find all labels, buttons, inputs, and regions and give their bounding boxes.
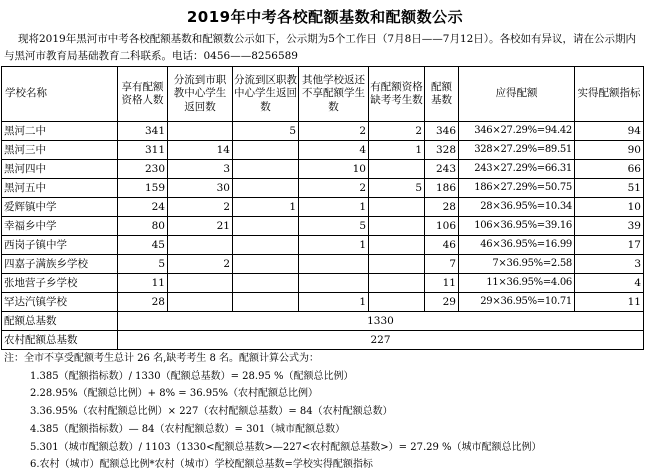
cell-eligible-count: 80 <box>118 217 168 236</box>
total-quota-base-row-value: 1330 <box>118 312 644 331</box>
cell-city-return: 21 <box>168 217 233 236</box>
note-line: 4.385（配额指标数）— 84（农村配额总数）= 301（城市配额总数） <box>30 423 346 435</box>
table-row <box>2 198 644 217</box>
note-line: 6.农村（城市）配额总比例*农村（城市）学校配额总基数=学校实得配额指标 <box>30 459 373 471</box>
cell-eligible-count: 28 <box>118 293 168 312</box>
cell-expected-quota: 346×27.29%=94.42 <box>459 122 575 141</box>
cell-expected-quota: 7×36.95%=2.58 <box>459 255 575 274</box>
table-row <box>2 122 644 141</box>
cell-school-name: 四嘉子满族乡学校 <box>2 255 118 274</box>
table-row <box>2 179 644 198</box>
cell-school-name: 幸福乡中学 <box>2 217 118 236</box>
cell-quota-base: 106 <box>425 217 459 236</box>
notes-heading: 注：全市不享受配额考生总计 26 名,缺考考生 8 名。配额计算公式为： <box>4 353 319 364</box>
cell-city-return <box>168 274 233 293</box>
cell-other-return <box>299 255 369 274</box>
cell-actual-quota: 17 <box>575 236 644 255</box>
cell-absent-count <box>369 198 425 217</box>
cell-absent-count <box>369 255 425 274</box>
cell-district-return <box>233 255 299 274</box>
cell-expected-quota: 328×27.29%=89.51 <box>459 141 575 160</box>
cell-other-return: 5 <box>299 217 369 236</box>
cell-actual-quota: 39 <box>575 217 644 236</box>
cell-quota-base: 46 <box>425 236 459 255</box>
cell-district-return <box>233 217 299 236</box>
cell-school-name: 黑河三中 <box>2 141 118 160</box>
cell-expected-quota: 106×36.95%=39.16 <box>459 217 575 236</box>
cell-absent-count <box>369 217 425 236</box>
table-row <box>2 160 644 179</box>
cell-expected-quota: 29×36.95%=10.71 <box>459 293 575 312</box>
table-row <box>2 236 644 255</box>
cell-actual-quota: 3 <box>575 255 644 274</box>
table-row <box>2 293 644 312</box>
header-eligible-count: 享有配额资格人数 <box>118 67 168 122</box>
cell-school-name: 罕达汽镇学校 <box>2 293 118 312</box>
table-row <box>2 274 644 293</box>
note-line: 2.28.95%（配额总比例）+ 8% = 36.95%（农村配额总比例） <box>30 388 318 400</box>
cell-city-return: 3 <box>168 160 233 179</box>
cell-district-return: 5 <box>233 122 299 141</box>
cell-expected-quota: 46×36.95%=16.99 <box>459 236 575 255</box>
cell-other-return: 1 <box>299 236 369 255</box>
cell-other-return <box>299 274 369 293</box>
cell-actual-quota: 90 <box>575 141 644 160</box>
cell-absent-count <box>369 160 425 179</box>
table-row <box>2 141 644 160</box>
cell-absent-count <box>369 293 425 312</box>
cell-expected-quota: 11×36.95%=4.06 <box>459 274 575 293</box>
note-line: 3.36.95%（农村配额总比例）× 227（农村配额总基数）= 84（农村配额总数） <box>30 406 393 418</box>
cell-eligible-count: 11 <box>118 274 168 293</box>
cell-quota-base: 346 <box>425 122 459 141</box>
cell-other-return: 2 <box>299 179 369 198</box>
note-line: 1.385（配额指标数）/ 1330（配额总基数）= 28.95 %（配额总比例） <box>30 370 354 382</box>
cell-district-return <box>233 293 299 312</box>
cell-absent-count <box>369 274 425 293</box>
header-quota-base: 配额基数 <box>425 67 459 122</box>
cell-expected-quota: 186×27.29%=50.75 <box>459 179 575 198</box>
rural-quota-base-row-value: 227 <box>118 331 644 350</box>
cell-eligible-count: 311 <box>118 141 168 160</box>
cell-school-name: 张地营子乡学校 <box>2 274 118 293</box>
cell-other-return: 1 <box>299 198 369 217</box>
header-district-vocational-return: 分流到区职教中心学生返回数 <box>233 67 299 122</box>
cell-district-return <box>233 160 299 179</box>
cell-school-name: 黑河五中 <box>2 179 118 198</box>
cell-eligible-count: 5 <box>118 255 168 274</box>
table-row <box>2 217 644 236</box>
cell-expected-quota: 243×27.29%=66.31 <box>459 160 575 179</box>
intro-paragraph: 现将2019年黑河市中考各校配额基数和配额数公示如下，公示期为5个工作日（7月8日——7月12日）。各校如有异议，请在公示期内与黑河市教育局基础教育二科联系。电话：0456——8256589 <box>4 33 637 62</box>
cell-district-return <box>233 179 299 198</box>
cell-actual-quota: 4 <box>575 274 644 293</box>
cell-school-name: 黑河四中 <box>2 160 118 179</box>
rural-quota-base-row <box>2 331 644 350</box>
cell-actual-quota: 51 <box>575 179 644 198</box>
cell-district-return <box>233 236 299 255</box>
cell-city-return <box>168 122 233 141</box>
cell-other-return: 10 <box>299 160 369 179</box>
cell-absent-count: 5 <box>369 179 425 198</box>
cell-other-return: 2 <box>299 122 369 141</box>
total-quota-base-row <box>2 312 644 331</box>
note-line: 5.301（城市配额总数）/ 1103（1330<配额总基数>—227<农村配额总基数>）= 27.29 %（城市配额总比例） <box>30 441 542 453</box>
cell-city-return <box>168 236 233 255</box>
cell-actual-quota: 10 <box>575 198 644 217</box>
cell-quota-base: 7 <box>425 255 459 274</box>
quota-table <box>1 66 644 350</box>
cell-quota-base: 29 <box>425 293 459 312</box>
cell-district-return <box>233 141 299 160</box>
cell-eligible-count: 159 <box>118 179 168 198</box>
cell-absent-count <box>369 236 425 255</box>
cell-city-return: 30 <box>168 179 233 198</box>
cell-district-return <box>233 274 299 293</box>
cell-expected-quota: 28×36.95%=10.34 <box>459 198 575 217</box>
header-school-name: 学校名称 <box>2 67 118 122</box>
header-city-vocational-return: 分流到市职教中心学生返回数 <box>168 67 233 122</box>
header-expected-quota: 应得配额 <box>459 67 575 122</box>
header-actual-quota: 实得配额指标 <box>575 67 644 122</box>
cell-absent-count: 2 <box>369 122 425 141</box>
cell-city-return <box>168 293 233 312</box>
table-header-row <box>2 67 644 122</box>
cell-eligible-count: 24 <box>118 198 168 217</box>
cell-eligible-count: 45 <box>118 236 168 255</box>
cell-other-return: 4 <box>299 141 369 160</box>
cell-actual-quota: 94 <box>575 122 644 141</box>
cell-school-name: 西岗子镇中学 <box>2 236 118 255</box>
header-absent-count: 有配额资格缺考考生数 <box>369 67 425 122</box>
rural-quota-base-row-label: 农村配额总基数 <box>2 331 118 350</box>
cell-quota-base: 11 <box>425 274 459 293</box>
cell-other-return: 1 <box>299 293 369 312</box>
cell-quota-base: 28 <box>425 198 459 217</box>
notes-section <box>4 350 646 474</box>
cell-quota-base: 328 <box>425 141 459 160</box>
cell-city-return: 2 <box>168 198 233 217</box>
header-other-school-return: 其他学校返还不享配额学生数 <box>299 67 369 122</box>
cell-eligible-count: 341 <box>118 122 168 141</box>
cell-city-return: 14 <box>168 141 233 160</box>
cell-quota-base: 186 <box>425 179 459 198</box>
cell-quota-base: 243 <box>425 160 459 179</box>
page-title: 2019年中考各校配额基数和配额数公示 <box>186 8 464 26</box>
cell-absent-count: 1 <box>369 141 425 160</box>
table-row <box>2 255 644 274</box>
cell-district-return: 1 <box>233 198 299 217</box>
cell-eligible-count: 230 <box>118 160 168 179</box>
cell-school-name: 爱辉镇中学 <box>2 198 118 217</box>
cell-city-return: 2 <box>168 255 233 274</box>
cell-actual-quota: 11 <box>575 293 644 312</box>
cell-actual-quota: 66 <box>575 160 644 179</box>
cell-school-name: 黑河二中 <box>2 122 118 141</box>
total-quota-base-row-label: 配额总基数 <box>2 312 118 331</box>
